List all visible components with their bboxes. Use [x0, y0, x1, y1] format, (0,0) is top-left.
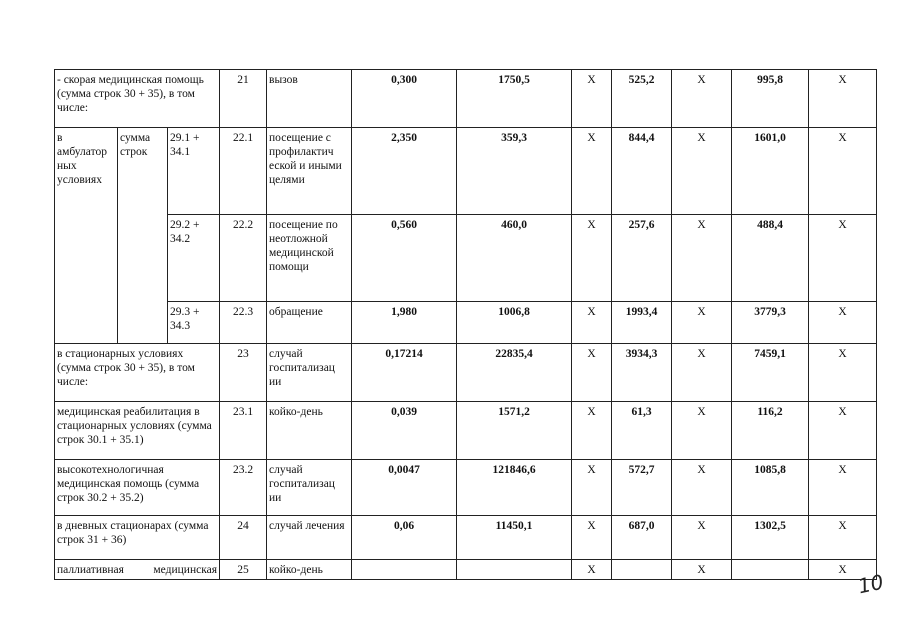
cost-value: 11450,1: [457, 516, 572, 560]
norm-value: 0,06: [352, 516, 457, 560]
x-mark: Х: [809, 344, 877, 402]
cost-value: 460,0: [457, 215, 572, 302]
x-mark: Х: [572, 460, 612, 516]
norm-value: 0,17214: [352, 344, 457, 402]
norm-value: [352, 560, 457, 580]
table-row: [55, 460, 877, 516]
row-code: 25: [220, 560, 267, 580]
x-mark: Х: [672, 516, 732, 560]
per-capita-value: 844,4: [612, 128, 672, 215]
cost-value: [457, 560, 572, 580]
row-code: 22.2: [220, 215, 267, 302]
row-code: 22.1: [220, 128, 267, 215]
table-row: [55, 344, 877, 402]
row-unit: койко-день: [267, 560, 352, 580]
table-row: [55, 128, 877, 215]
row-label: в стационарных условиях (сумма строк 30 + 35), в том числе:: [55, 344, 220, 402]
x-mark: Х: [672, 402, 732, 460]
x-mark: Х: [572, 344, 612, 402]
total-value: 1601,0: [732, 128, 809, 215]
row-range: 29.2 + 34.2: [168, 215, 220, 302]
total-value: 1085,8: [732, 460, 809, 516]
x-mark: Х: [809, 560, 877, 580]
row-label: высокотехнологичная медицинская помощь (сумма строк 30.2 + 35.2): [55, 460, 220, 516]
x-mark: Х: [809, 402, 877, 460]
cost-value: 1750,5: [457, 70, 572, 128]
row-unit: вызов: [267, 70, 352, 128]
norm-value: 0,560: [352, 215, 457, 302]
x-mark: Х: [572, 516, 612, 560]
x-mark: Х: [572, 128, 612, 215]
row-code: 24: [220, 516, 267, 560]
x-mark: Х: [809, 302, 877, 344]
x-mark: Х: [809, 460, 877, 516]
table-row: [55, 560, 877, 580]
row-label: - скорая медицинская помощь (сумма строк 30 + 35), в том числе:: [55, 70, 220, 128]
row-code: 23.1: [220, 402, 267, 460]
row-code: 22.3: [220, 302, 267, 344]
norm-value: 0,039: [352, 402, 457, 460]
per-capita-value: 1993,4: [612, 302, 672, 344]
row-unit: обращение: [267, 302, 352, 344]
total-value: 116,2: [732, 402, 809, 460]
total-value: [732, 560, 809, 580]
row-range: 29.1 + 34.1: [168, 128, 220, 215]
total-value: 995,8: [732, 70, 809, 128]
per-capita-value: 687,0: [612, 516, 672, 560]
row-unit: случай лечения: [267, 516, 352, 560]
row-label: паллиативная медицинская: [55, 560, 220, 580]
norm-value: 1,980: [352, 302, 457, 344]
row-label: в дневных стационарах (сумма строк 31 + 36): [55, 516, 220, 560]
x-mark: Х: [572, 402, 612, 460]
row-unit: случай госпитализац ии: [267, 460, 352, 516]
row-unit: случай госпитализац ии: [267, 344, 352, 402]
row-range: 29.3 + 34.3: [168, 302, 220, 344]
x-mark: Х: [572, 215, 612, 302]
table-row: [55, 70, 877, 128]
total-value: 7459,1: [732, 344, 809, 402]
financing-table: [54, 69, 877, 580]
x-mark: Х: [672, 460, 732, 516]
x-mark: Х: [672, 344, 732, 402]
per-capita-value: 3934,3: [612, 344, 672, 402]
total-value: 488,4: [732, 215, 809, 302]
norm-value: 2,350: [352, 128, 457, 215]
x-mark: Х: [572, 302, 612, 344]
norm-value: 0,0047: [352, 460, 457, 516]
row-unit: посещение с профилактич еской и иными целями: [267, 128, 352, 215]
per-capita-value: [612, 560, 672, 580]
per-capita-value: 525,2: [612, 70, 672, 128]
cost-value: 22835,4: [457, 344, 572, 402]
row-code: 23.2: [220, 460, 267, 516]
row-code: 23: [220, 344, 267, 402]
total-value: 1302,5: [732, 516, 809, 560]
cost-value: 121846,6: [457, 460, 572, 516]
per-capita-value: 61,3: [612, 402, 672, 460]
table-row: [55, 215, 877, 302]
x-mark: Х: [672, 560, 732, 580]
x-mark: Х: [672, 70, 732, 128]
norm-value: 0,300: [352, 70, 457, 128]
x-mark: Х: [672, 302, 732, 344]
x-mark: Х: [809, 128, 877, 215]
table-row: [55, 402, 877, 460]
x-mark: Х: [672, 215, 732, 302]
row-unit: койко-день: [267, 402, 352, 460]
x-mark: Х: [809, 215, 877, 302]
cost-value: 1571,2: [457, 402, 572, 460]
x-mark: Х: [809, 70, 877, 128]
table-row: [55, 516, 877, 560]
page-number: 10: [855, 569, 886, 599]
row-label: медицинская реабилитация в стационарных условиях (сумма строк 30.1 + 35.1): [55, 402, 220, 460]
row-category: в амбулатор ных условиях: [55, 128, 118, 344]
x-mark: Х: [572, 70, 612, 128]
x-mark: Х: [672, 128, 732, 215]
table-row: [55, 302, 877, 344]
x-mark: Х: [809, 516, 877, 560]
x-mark: Х: [572, 560, 612, 580]
row-unit: посещение по неотложной медицинской помощи: [267, 215, 352, 302]
per-capita-value: 572,7: [612, 460, 672, 516]
cost-value: 359,3: [457, 128, 572, 215]
row-code: 21: [220, 70, 267, 128]
row-sum-label: сумма строк: [118, 128, 168, 344]
per-capita-value: 257,6: [612, 215, 672, 302]
cost-value: 1006,8: [457, 302, 572, 344]
total-value: 3779,3: [732, 302, 809, 344]
